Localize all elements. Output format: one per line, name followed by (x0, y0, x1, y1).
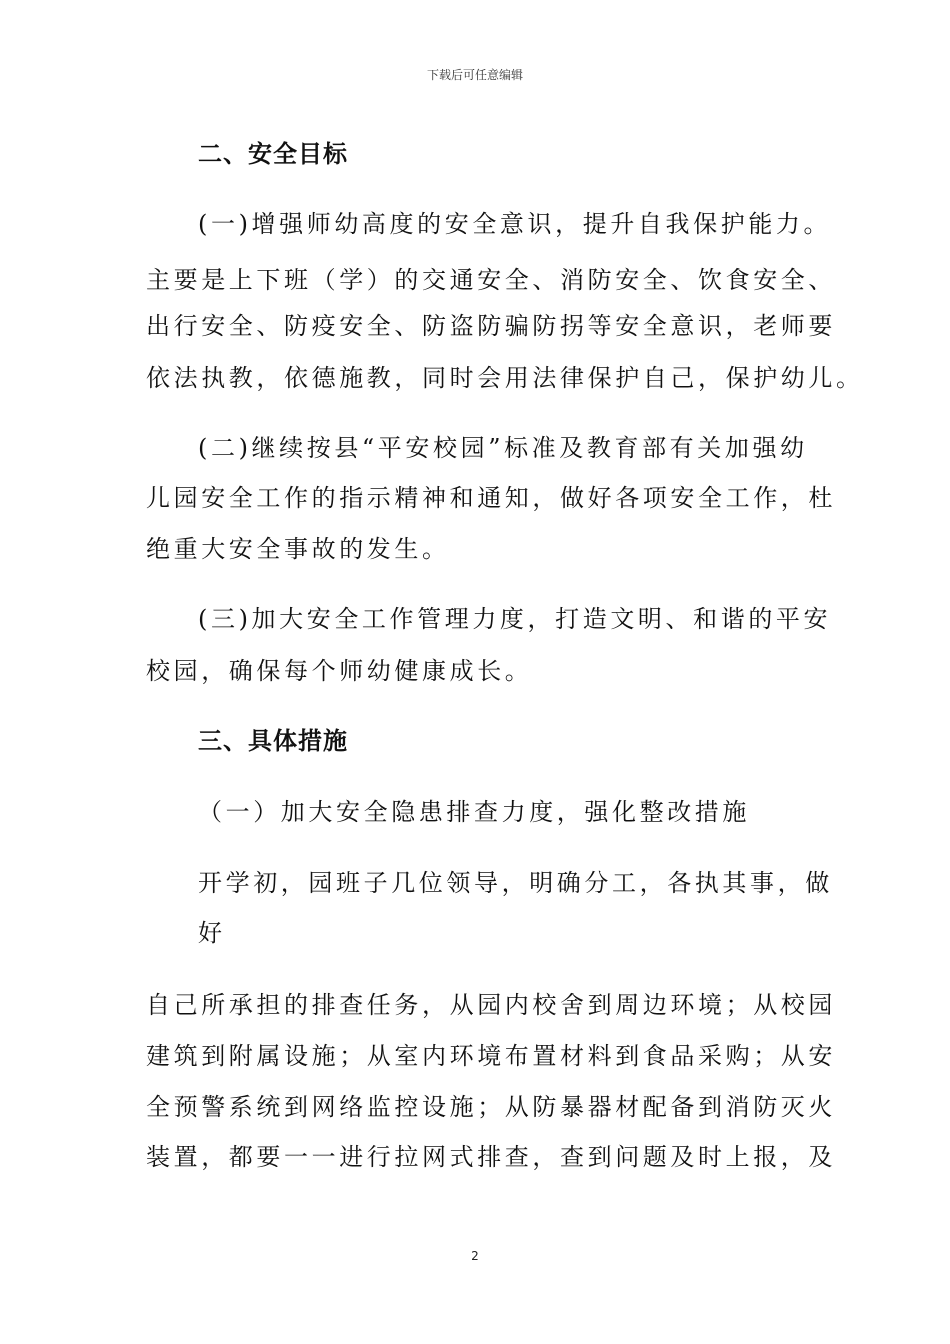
measure-1-intro-line: 好 (198, 919, 226, 947)
goal-1-line: 出行安全、防疫安全、防盗防骗防拐等安全意识，老师要 (146, 312, 836, 340)
header-note: 下载后可任意编辑 (426, 68, 523, 82)
measure-1-body-line: 全预警系统到网络监控设施；从防暴器材配备到消防灭火 (146, 1093, 836, 1121)
measure-1-intro-line: 开学初，园班子几位领导，明确分工，各执其事，做 (198, 869, 833, 897)
goal-1-line: 主要是上下班（学）的交通安全、消防安全、饮食安全、 (146, 266, 836, 294)
heading-specific-measures: 三、具体措施 (198, 727, 348, 755)
goal-2-line: 儿园安全工作的指示精神和通知，做好各项安全工作，杜 (146, 484, 836, 512)
measure-1-title: （一）加大安全隐患排查力度，强化整改措施 (198, 798, 750, 826)
goal-2-line: (二)继续按县“平安校园”标准及教育部有关加强幼 (198, 434, 808, 462)
goal-1-line: 依法执教，依德施教，同时会用法律保护自己，保护幼儿。 (146, 364, 864, 392)
page-number: 2 (471, 1249, 479, 1263)
goal-1-line: (一)增强师幼高度的安全意识，提升自我保护能力。 (198, 210, 832, 238)
measure-1-body-line: 装置，都要一一进行拉网式排查，查到问题及时上报，及 (146, 1143, 836, 1171)
heading-safety-goals: 二、安全目标 (198, 140, 348, 168)
goal-3-line: (三)加大安全工作管理力度，打造文明、和谐的平安 (198, 605, 832, 633)
goal-3-line: 校园，确保每个师幼健康成长。 (146, 657, 533, 685)
measure-1-body-line: 建筑到附属设施；从室内环境布置材料到食品采购；从安 (146, 1042, 836, 1070)
goal-2-line: 绝重大安全事故的发生。 (146, 535, 450, 563)
measure-1-body-line: 自己所承担的排查任务，从园内校舍到周边环境；从校园 (146, 991, 836, 1019)
